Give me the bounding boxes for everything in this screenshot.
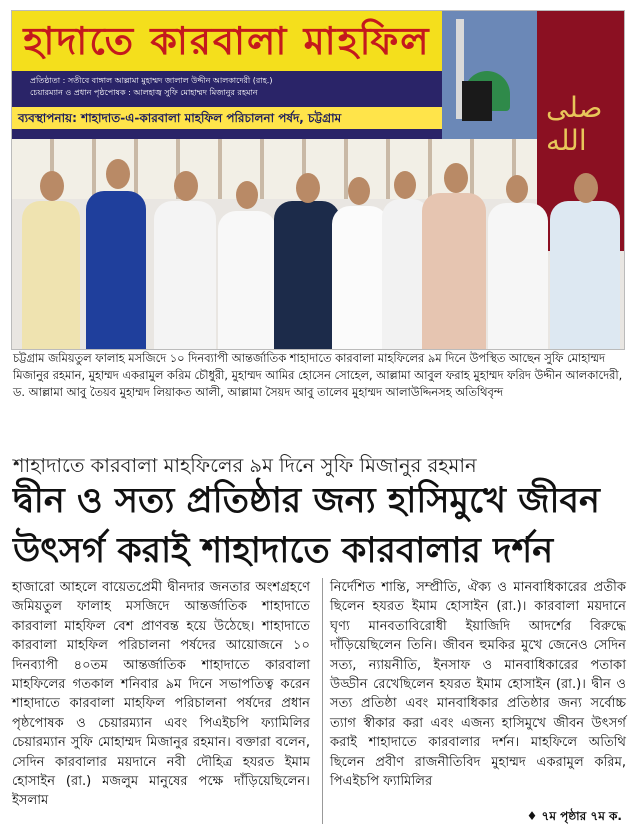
guest-head (106, 159, 130, 189)
guest-figure (22, 201, 80, 350)
arabic-calligraphy: صلى الله (546, 91, 603, 157)
kicker-subheadline: শাহাদাতে কারবালা মাহফিলের ৯ম দিনে সুফি মিজানুর রহমান (13, 454, 477, 477)
guest-figure (422, 193, 486, 350)
guest-figure (332, 206, 388, 350)
guest-head (174, 171, 198, 201)
guest-figure (488, 203, 548, 350)
guest-figure (550, 201, 620, 350)
guest-head (40, 171, 64, 201)
photo-caption: চট্টগ্রাম জমিয়তুল ফালাহ মসজিদে ১০ দিনব্যাপী আন্তর্জাতিক শাহাদাতে কারবালা মাহফিলের ৯ম দিনে উপস্থিত আছেন সুফি মোহাম্মদ মিজানুর রহমান, মুহাম্মদ একরামুল করিম চৌধুরী, মুহাম্মদ আমির হোসেন সোহেল, আল্লামা আবুল ফরাহ মুহাম্মদ ফরিদ উদ্দীন আলকাদেরী, ড. আল্লামা আবু তৈয়ব মুহাম্মদ লিয়াকত আলী, আল্লামা সৈয়দ আবু তালেব মুহাম্মদ আলাউদ্দিনসহ অতিথিবৃন্দ (13, 351, 623, 399)
banner-title: হাদাতে কারবালা মাহফিল (12, 11, 442, 71)
banner-organizer: ব্যবস্থাপনায়: শাহাদাত-এ-কারবালা মাহফিল পরিচালনা পর্ষদ, চট্টগ্রাম (12, 107, 442, 129)
guests-group (12, 171, 625, 350)
column-divider (322, 578, 323, 824)
guest-head (444, 163, 468, 193)
banner-chairman-line: চেয়ারম্যান ও প্রধান পৃষ্ঠপোষক : আলহাজ্ব সুফি মোহাম্মদ মিজানুর রহমান (30, 88, 258, 97)
guest-figure (218, 211, 276, 350)
guest-head (506, 175, 528, 203)
guest-figure (274, 201, 340, 350)
guest-head (348, 177, 370, 205)
guest-head (574, 173, 598, 203)
article-column-left: হাজারো আহলে বায়েতপ্রেমী দ্বীনদার জনতার অংশগ্রহণে জমিয়তুল ফালাহ মসজিদে আন্তর্জাতিক শাহাদাতে কারবালা মাহফিল বেশ প্রাণবন্ত হয়ে উঠেছে। শাহাদাতে কারবালা মাহফিল পরিচালনা পর্ষদের আয়োজনে ১০ দিনব্যাপী ৪০তম আন্তর্জাতিক শাহাদাতে কারবালা মাহফিলের গতকাল শনিবার ৯ম দিনে সভাপতিত্ব করেন শাহাদাতে কারবালা মাহফিল পরিচালনা পর্ষদের প্রধান পৃষ্ঠপোষক ও চেয়ারম্যান এবং পিএইচপি ফ্যামিলির চেয়ারম্যান সুফি মোহাম্মদ মিজানুর রহমান। বক্তারা বলেন, সেদিন কারবালার ময়দানে নবী দৌহিত্র হযরত ইমাম হোসাইন (রা.) মজলুম মানুষের পক্ষে দাঁড়িয়েছিলেন। ইসলাম (12, 580, 310, 809)
kaaba-shape (462, 81, 492, 121)
guest-head (394, 171, 416, 199)
news-photo (11, 10, 625, 350)
guest-head (296, 173, 320, 203)
article-column-right: নির্দেশিত শান্তি, সম্প্রীতি, ঐক্য ও মানবাধিকারের প্রতীক ছিলেন হযরত ইমাম হোসাইন (রা.)। কারবালা ময়দানে ঘৃণ্য মানবতাবিরোধী ইয়াজিদি আদর্শের বিরুদ্ধে দাঁড়িয়েছিলেন তিনি। জীবন হুমকির মুখে জেনেও সেদিন সত্য, ন্যায়নীতি, ইনসাফ ও মানবাধিকারের পতাকা উড্ডীন রেখেছিলেন হযরত ইমাম হোসাইন (রা.)। দ্বীন ও সত্য প্রতিষ্ঠা এবং মানবাধিকার প্রতিষ্ঠার জন্য সর্বোচ্চ ত্যাগ স্বীকার করা এবং এজন্য হাসিমুখে জীবন উৎসর্গ করাই শাহাদাতে কারবালার দর্শন। মাহফিলে অতিথি ছিলেন প্রবীণ রাজনীতিবিদ মুহাম্মদ একরামুল করিম, পিএইচপি ফ্যামিলির (330, 580, 626, 790)
banner-credits (30, 75, 435, 99)
mosque-illustration (442, 11, 537, 139)
guest-figure (154, 201, 216, 350)
guest-figure (86, 191, 146, 350)
guest-head (236, 181, 258, 209)
continuation-note: ♦ ৭ম পৃষ্ঠার ৭ম ক. (526, 809, 622, 823)
banner-founder-line: প্রতিষ্ঠাতা : সতীবে বাঙ্গাল আল্লামা মুহাম্মদ জালাল উদ্দীন আলকাদেরী (রাহ.) (30, 76, 273, 85)
main-headline: দ্বীন ও সত্য প্রতিষ্ঠার জন্য হাসিমুখে জীবন উৎসর্গ করাই শাহাদাতে কারবালার দর্শন (13, 481, 600, 571)
